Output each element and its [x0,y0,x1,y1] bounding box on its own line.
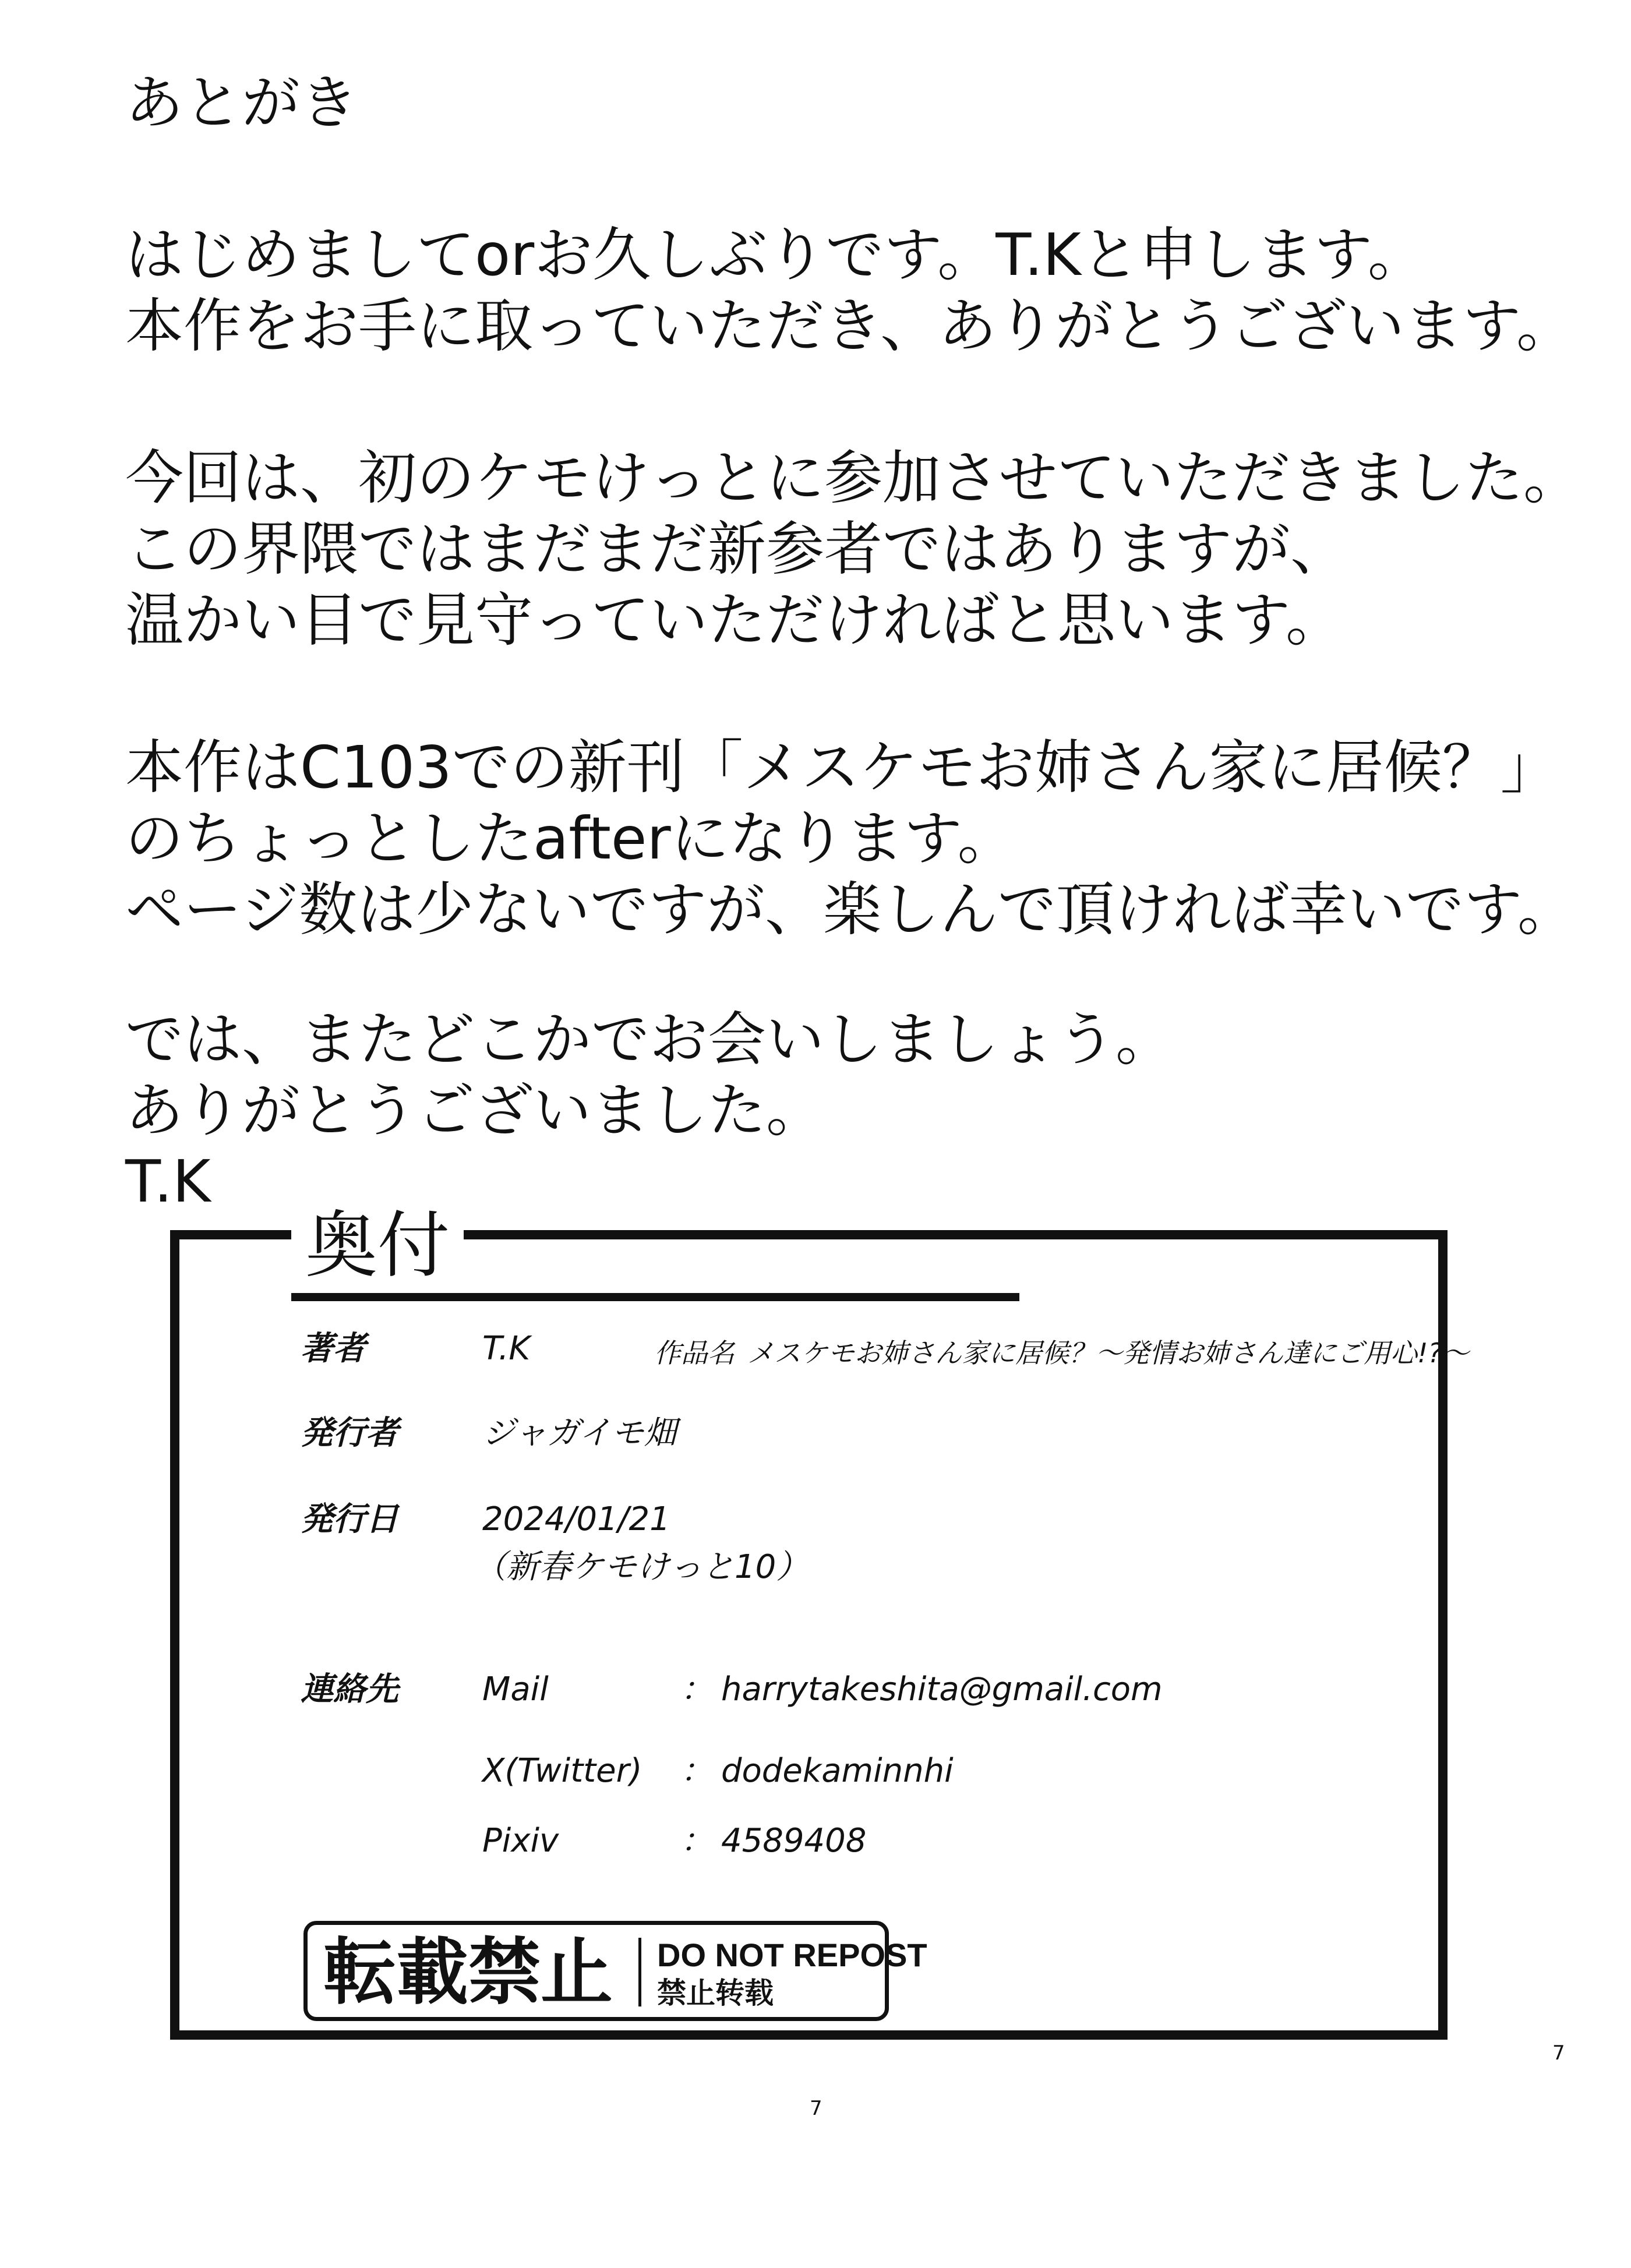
contact-mail-label: Mail [482,1670,549,1708]
badge-divider [638,1938,641,2006]
contact-twitter-label: X(Twitter) [482,1752,642,1790]
contact-pixiv-label: Pixiv [482,1822,559,1860]
contact-twitter-sep: ： [680,1752,713,1790]
afterword-p2-line3: 温かい目で見守っていただければと思います。 [125,586,1344,654]
colophon-title: 奥付 [291,1207,464,1285]
contact-pixiv-sep: ： [680,1822,713,1860]
author-label: 著者 [301,1330,366,1368]
afterword-signature: T.K [125,1147,211,1216]
publish-date-label: 発行日 [301,1500,398,1538]
afterword-heading: あとがき [125,69,358,137]
afterword-p1-line2: 本作をお手に取っていただき、ありがとうございます。 [125,292,1574,360]
no-repost-english: DO NOT REPOST [657,1937,927,1973]
afterword-p3-line2: のちょっとしたafterになります。 [125,804,1016,872]
no-repost-chinese: 禁止转载 [657,1976,774,2010]
publish-date-value: 2024/01/21 [482,1500,670,1538]
contact-mail-value: harrytakeshita@gmail.com [721,1670,1163,1708]
contact-pixiv-value: 4589408 [721,1822,867,1860]
afterword-p1-line1: はじめましてorお久しぶりです。T.Kと申します。 [125,221,1426,289]
publish-event: （新春ケモけっと10） [474,1548,809,1586]
author-value: T.K [482,1330,531,1368]
publisher-label: 発行者 [301,1414,398,1452]
colophon-box [170,1204,1469,2040]
no-repost-badge [303,1921,927,2021]
work-title-label: 作品名 [654,1337,735,1369]
contact-label: 連絡先 [301,1670,398,1708]
bottom-page-number: 7 [810,2097,822,2120]
work-title-value: メスケモお姉さん家に居候？～発情お姉さん達にご用心!?～ [747,1337,1469,1369]
side-page-number: 7 [1552,2041,1565,2065]
afterword-p2-line1: 今回は、初のケモけっとに参加させていただきました。 [125,444,1581,512]
afterword-p2-line2: この界隈ではまだまだ新参者ではありますが、 [125,515,1348,583]
afterword-p3-line3: ページ数は少ないですが、楽しんで頂ければ幸いです。 [125,875,1576,944]
afterword-p4-line2: ありがとうございました。 [125,1076,824,1144]
no-repost-japanese: 転載禁止 [324,1931,613,2015]
publisher-value: ジャガイモ畑 [482,1414,677,1452]
afterword-p4-line1: では、またどこかでお会いしましょう。 [125,1005,1174,1073]
colophon-title-rule [291,1293,1019,1301]
afterword-p3-line1: 本作はC103での新刊「メスケモお姉さん家に居候？」 [125,733,1559,801]
contact-twitter-value: dodekaminnhi [721,1752,954,1790]
contact-mail-sep: ： [680,1670,713,1708]
